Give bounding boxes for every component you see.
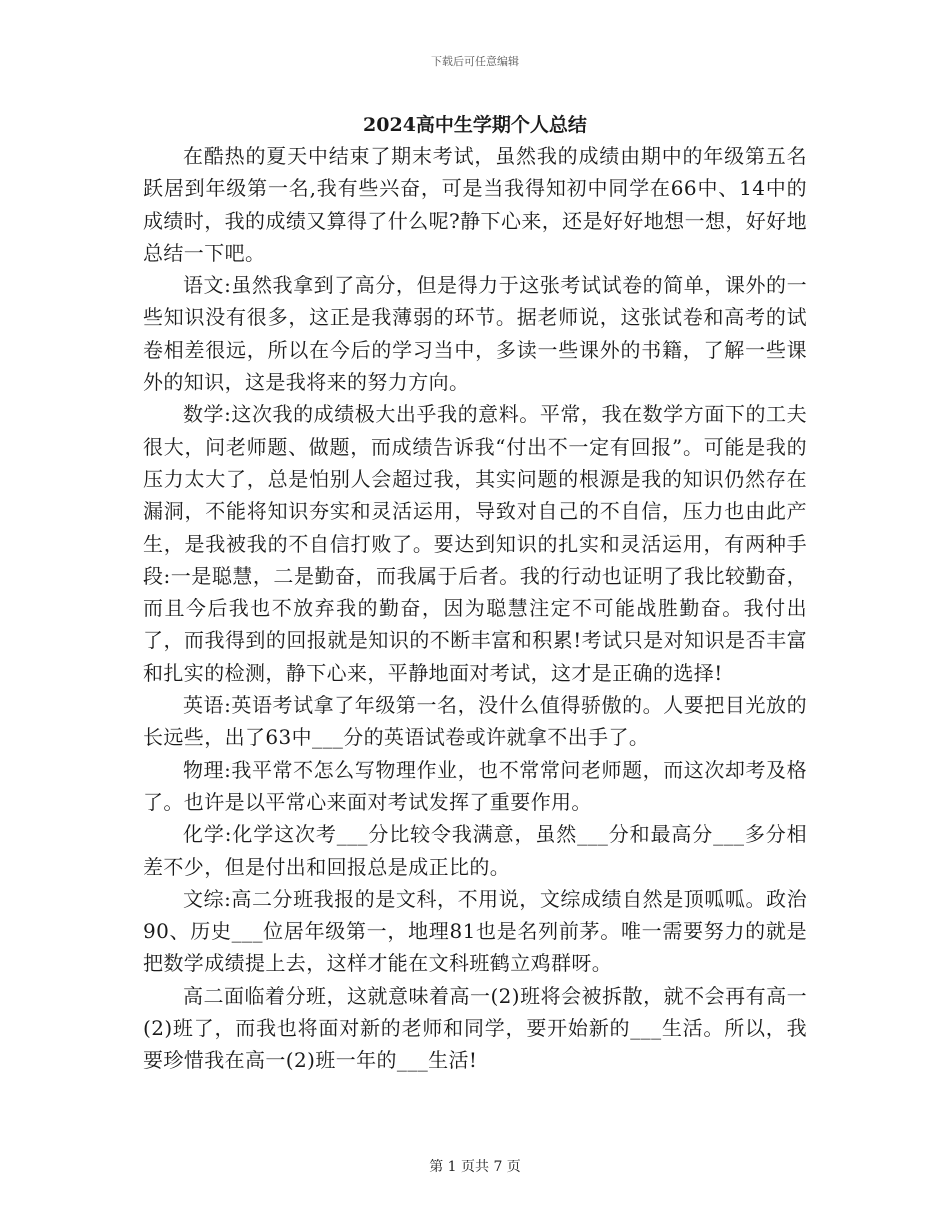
header-note: 下载后可任意编辑 bbox=[431, 55, 519, 68]
document-title: 2024高中生学期个人总结 bbox=[363, 114, 587, 136]
paragraph-math: 数学:这次我的成绩极大出乎我的意料。平常，我在数学方面下的工夫很大，问老师题、做题，而成绩告诉我“付出不一定有回报”。可能是我的压力太大了，总是怕别人会超过我，其实问题的根源是我的知识仍然存在漏洞，不能将知识夯实和灵活运用，导致对自己的不自信，压力也由此产生，是我被我的不自信打败了。要达到知识的扎实和灵活运用，有两种手段:一是聪慧，二是勤奋，而我属于后者。我的行动也证明了我比较勤奋，而且今后我也不放弃我的勤奋，因为聪慧注定不可能战胜勤奋。我付出了，而我得到的回报就是知识的不断丰富和积累!考试只是对知识是否丰富和扎实的检测，静下心来，平静地面对考试，这才是正确的选择! bbox=[143, 402, 807, 685]
paragraph-closing: 高二面临着分班，这就意味着高一(2)班将会被拆散，就不会再有高一(2)班了，而我也将面对新的老师和同学，要开始新的___生活。所以，我要珍惜我在高一(2)班一年的___生活! bbox=[143, 983, 807, 1073]
paragraph-liberal-arts: 文综:高二分班我报的是文科，不用说，文综成绩自然是顶呱呱。政治90、历史___位居年级第一，地理81也是名列前茅。唯一需要努力的就是把数学成绩提上去，这样才能在文科班鹤立鸡群呀。 bbox=[143, 886, 807, 976]
paragraph-english: 英语:英语考试拿了年级第一名，没什么值得骄傲的。人要把目光放的长远些，出了63中___分的英语试卷或许就拿不出手了。 bbox=[143, 693, 807, 750]
paragraph-chemistry: 化学:化学这次考___分比较令我满意，虽然___分和最高分___多分相差不少，但是付出和回报总是成正比的。 bbox=[143, 822, 807, 879]
paragraph-physics: 物理:我平常不怎么写物理作业，也不常常问老师题，而这次却考及格了。也许是以平常心来面对考试发挥了重要作用。 bbox=[143, 757, 807, 814]
document-body bbox=[143, 140, 807, 1077]
paragraph-chinese: 语文:虽然我拿到了高分，但是得力于这张考试试卷的简单，课外的一些知识没有很多，这正是我薄弱的环节。据老师说，这张试卷和高考的试卷相差很远，所以在今后的学习当中，多读一些课外的书籍，了解一些课外的知识，这是我将来的努力方向。 bbox=[143, 273, 807, 395]
page-footer: 第 1 页共 7 页 bbox=[429, 1159, 521, 1175]
paragraph-intro: 在酷热的夏天中结束了期末考试，虽然我的成绩由期中的年级第五名跃居到年级第一名,我有些兴奋，可是当我得知初中同学在66中、14中的成绩时，我的成绩又算得了什么呢?静下心来，还是好好地想一想，好好地总结一下吧。 bbox=[143, 144, 807, 265]
